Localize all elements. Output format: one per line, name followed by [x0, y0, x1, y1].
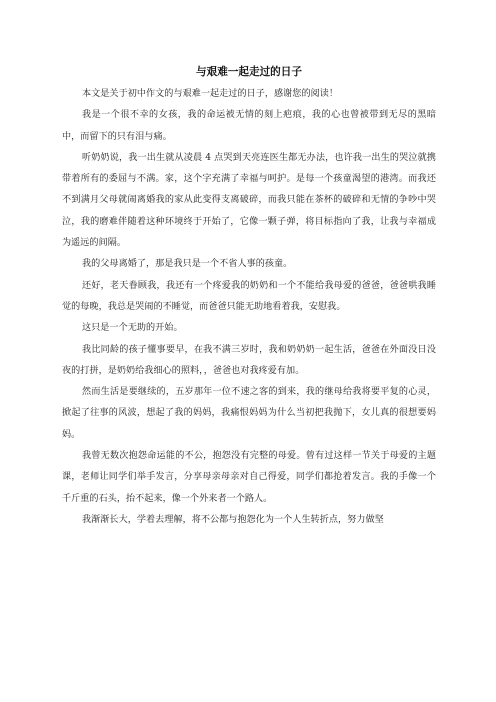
paragraph-truncated: 我渐渐长大，学着去理解，将不公都与抱怨化为一个人生转折点，努力做坚	[82, 514, 384, 525]
paragraph: 这只是一个无助的开始。	[82, 323, 183, 334]
paragraph: 听奶奶说，我一出生就从凌晨 4 点哭到天亮连医生都无办法，也许我一出生的哭泣就携带着所有的委屈与不满。家，这个字充满了幸福与呵护。是每一个孩童渴望的港湾。而我还不到满月父母就闹离婚我的家从此变得支离破碎，而我只能在茶杯的破碎和无情的争吵中哭泣，我的磨难伴随着这种环境终于开始了，它像一颗子弹，将目标指向了我，让我与幸福成为遥远的间隔。	[62, 152, 436, 249]
paragraph: 我是一个很不幸的女孩，我的命运被无情的刻上疤痕，我的心也曾被带到无尽的黑暗中，而留下的只有泪与痛。	[62, 110, 436, 142]
paragraph: 然而生活是要继续的，五岁那年一位不速之客的到来，我的继母给我将要平复的心灵，掀起了往事的风波，想起了我的妈妈，我痛恨妈妈为什么当初把我抛下，女儿真的很想要妈妈。	[62, 387, 436, 440]
paragraph: 我比同龄的孩子懂事要早，在我不满三岁时，我和奶奶奶一起生活，爸爸在外面没日没夜的打拼，是奶奶给我细心的照料，，爸爸也对我疼爱有加。	[62, 344, 436, 376]
paragraph: 还好，老天眷顾我，我还有一个疼爱我的奶奶和一个不能给我母爱的爸爸，爸爸哄我睡觉的每晚，我总是哭闹的不睡觉，而爸爸只能无助地看着我，安慰我。	[62, 280, 436, 312]
paragraph: 我曾无数次抱怨命运能的不公，抱怨没有完整的母爱。曾有过这样一节关于母爱的主题课，老师让同学们举手发言，分享母亲母亲对自己得爱，同学们都抢着发言。我的手像一个千斤重的石头，抬不起来，像一个外来者一个路人。	[62, 451, 436, 504]
paragraph: 我的父母离婚了，那是我只是一个不省人事的孩童。	[82, 259, 293, 270]
document-title: 与艰难一起走过的日子	[196, 66, 302, 78]
paragraph-intro: 本文是关于初中作文的与艰难一起走过的日子，感谢您的阅读！	[82, 89, 339, 99]
